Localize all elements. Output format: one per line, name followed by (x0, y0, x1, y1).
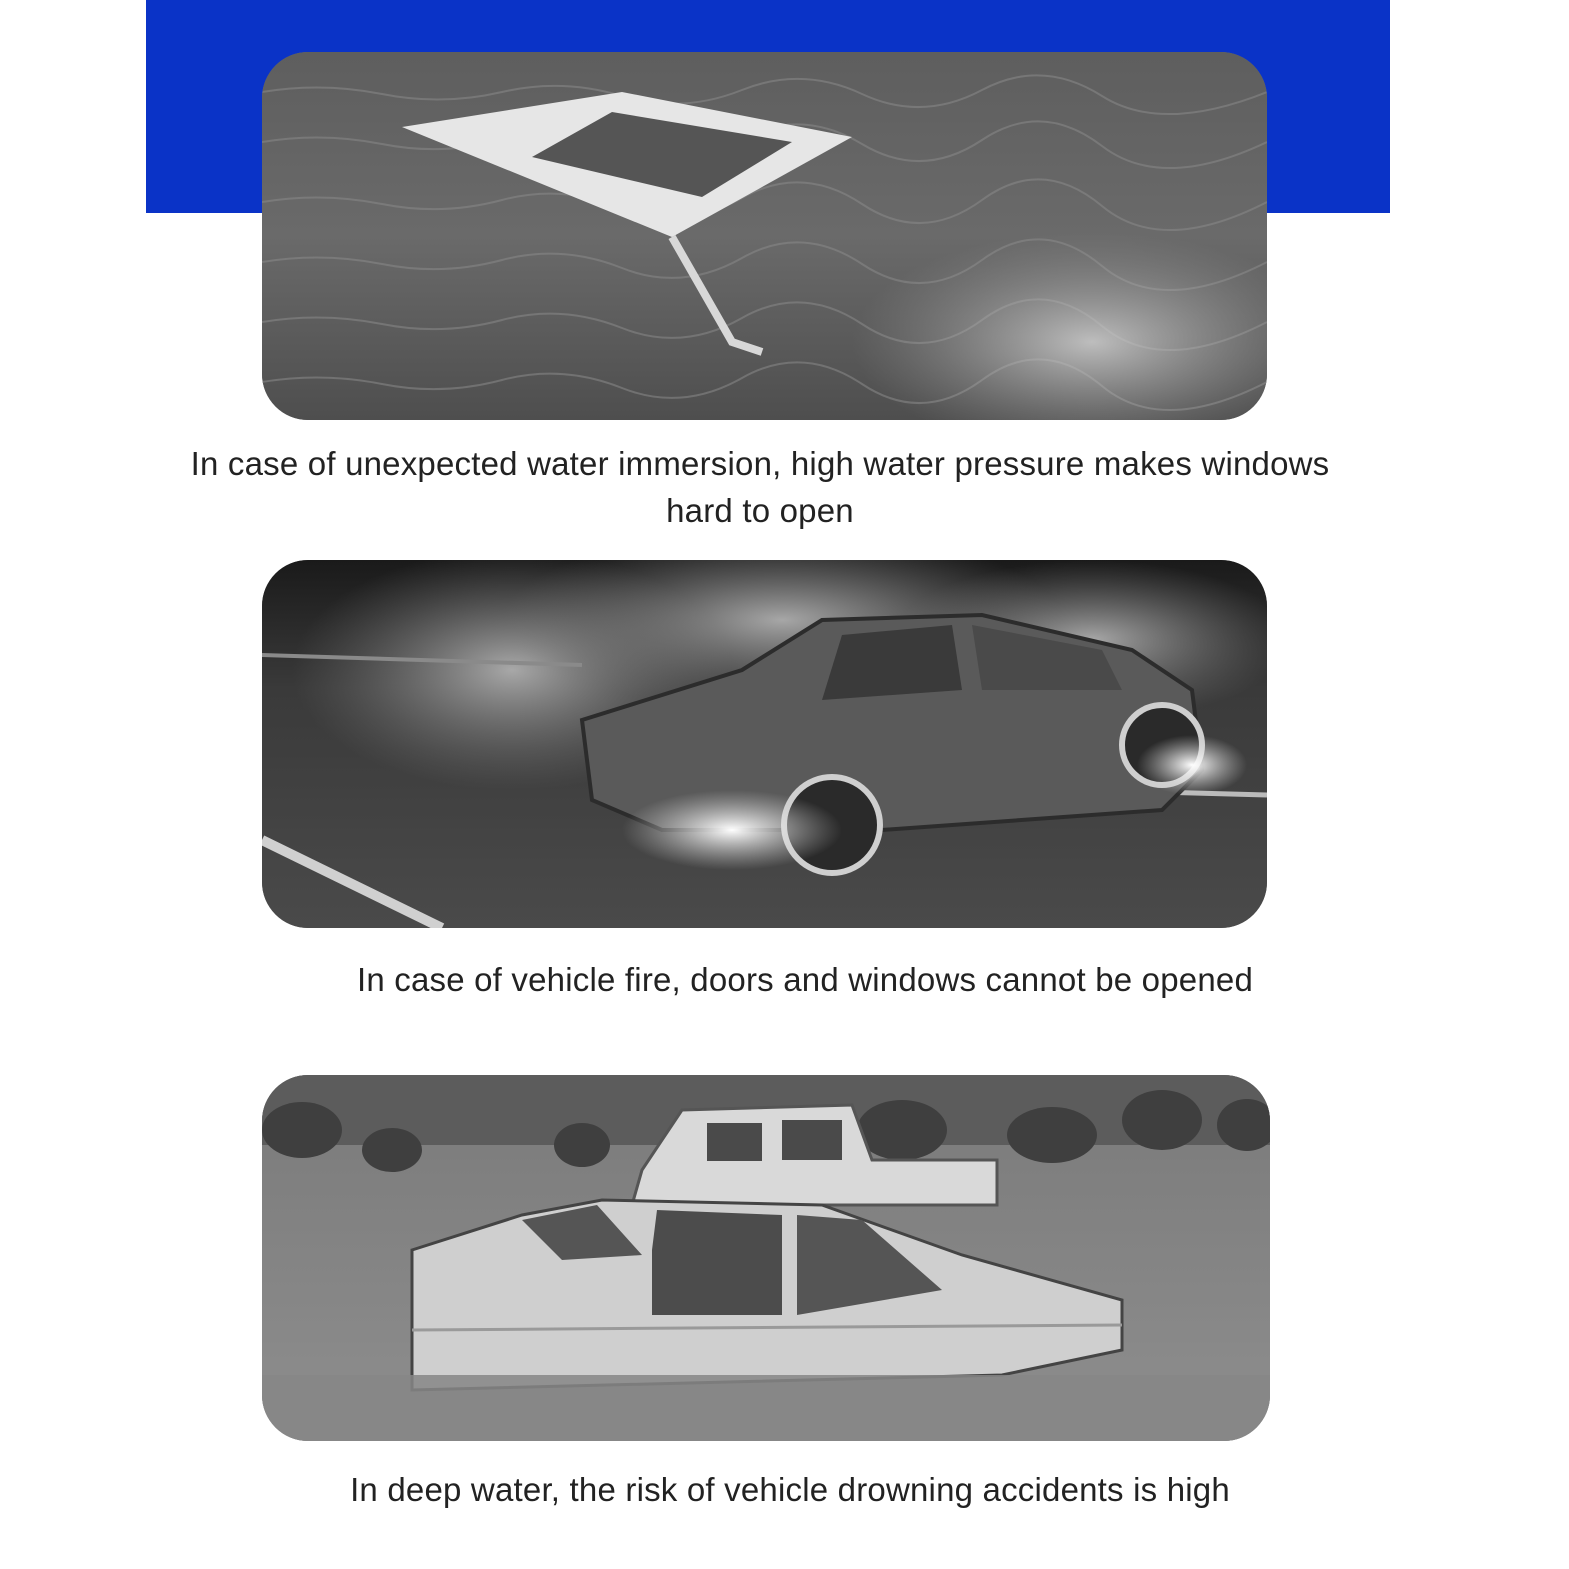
caption-vehicle-fire: In case of vehicle fire, doors and windows cannot be opened (356, 961, 1254, 998)
caption-deep-water: In deep water, the risk of vehicle drowning accidents is high (350, 1471, 1230, 1508)
submerged-car-photo (262, 52, 1267, 420)
burning-car-photo (262, 560, 1267, 928)
caption-water-immersion: In case of unexpected water immersion, high water pressure makes windows hard to open (190, 445, 1330, 529)
flooded-street-photo (262, 1075, 1270, 1441)
